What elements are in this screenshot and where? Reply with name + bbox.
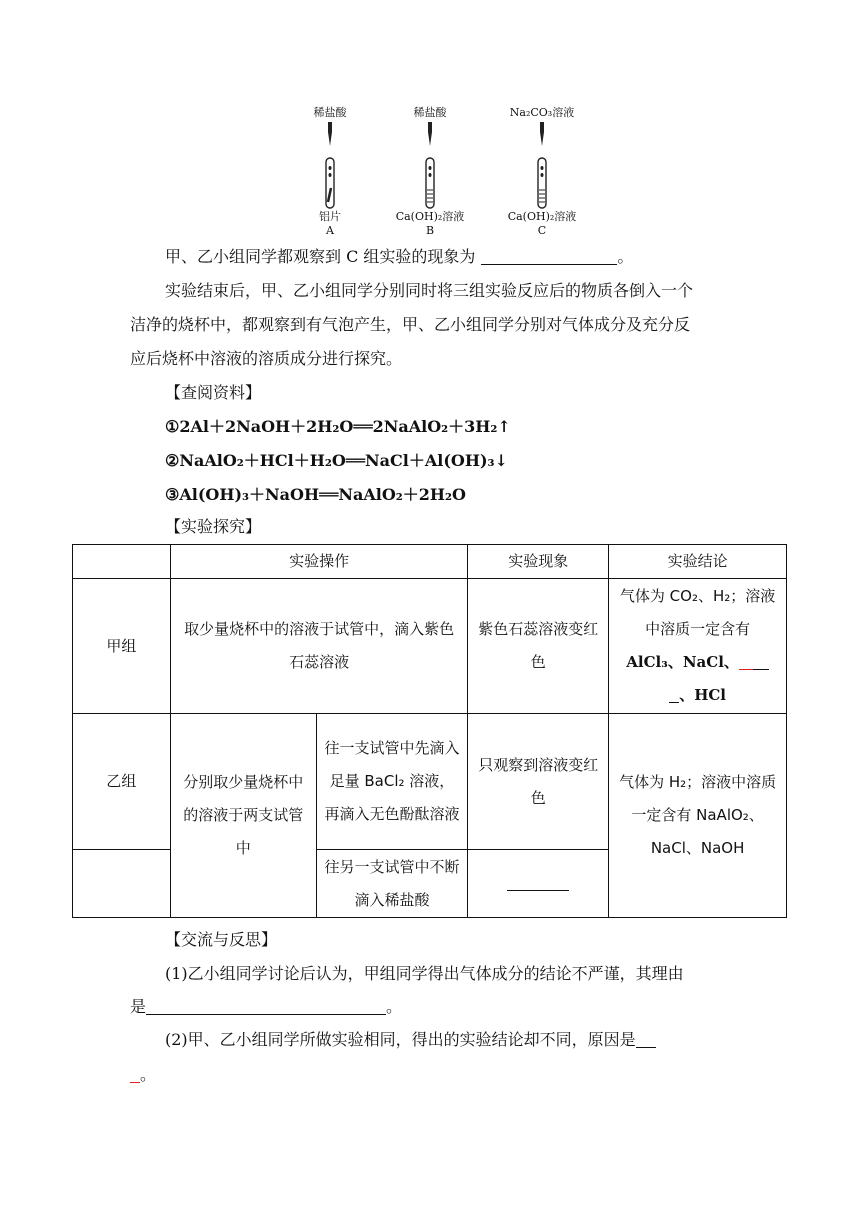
answer-blank-jia[interactable]: [753, 651, 769, 670]
jia-conclusion: [609, 579, 787, 714]
header-empty: [73, 545, 171, 579]
tube-a-contents: 铝片: [319, 210, 341, 223]
question-intro-end: 。: [617, 247, 634, 266]
answer-blank-yi[interactable]: [507, 872, 569, 891]
answer-blank-jia-mark[interactable]: [739, 651, 753, 670]
table-row-yi-1: [73, 714, 787, 850]
question-1-cont: [130, 990, 402, 1024]
tube-c-letter: C: [537, 224, 547, 237]
jia-conclusion-a: 气体为 CO₂、H₂；溶液中溶质一定含有: [619, 587, 776, 638]
tube-c-reagent: Na₂CO₃溶液: [509, 106, 575, 119]
tube-a-reagent: 稀盐酸: [313, 106, 347, 119]
tube-b-letter: B: [425, 224, 435, 237]
tube-c-contents: Ca(OH)₂溶液: [507, 210, 577, 223]
group-yi-empty: [73, 850, 171, 918]
experiment-table: [72, 544, 787, 918]
question-2-cont: [130, 1058, 156, 1092]
group-jia: 甲组: [73, 579, 171, 714]
yi-operation: 分别取少量烧杯中的溶液于两支试管中: [170, 714, 316, 918]
answer-blank-q2-mark[interactable]: [130, 1064, 140, 1083]
header-operation: 实验操作: [170, 545, 468, 579]
tube-c: [487, 106, 597, 237]
paragraph-line-2: 洁净的烧杯中，都观察到有气泡产生，甲、乙小组同学分别对气体成分及充分反: [130, 315, 691, 334]
group-yi: 乙组: [73, 714, 171, 850]
tube-b: [375, 106, 485, 237]
tube-a: [275, 106, 385, 237]
answer-blank-c[interactable]: [481, 246, 617, 265]
jia-phenomenon: 紫色石蕊溶液变红色: [468, 579, 609, 714]
tube-b-drawing: [415, 120, 445, 210]
jia-conclusion-b: AlCl₃、NaCl、: [626, 653, 739, 671]
tube-a-letter: A: [326, 224, 334, 237]
answer-blank-q1[interactable]: [146, 996, 386, 1015]
jia-operation: 取少量烧杯中的溶液于试管中，滴入紫色石蕊溶液: [170, 579, 468, 714]
header-phenomenon: 实验现象: [468, 545, 609, 579]
section-exchange: 【交流与反思】: [165, 930, 278, 949]
tube-b-contents: Ca(OH)₂溶液: [395, 210, 465, 223]
yi-operation-2: 往另一支试管中不断滴入稀盐酸: [316, 850, 468, 918]
question-2-end: 。: [140, 1065, 157, 1084]
question-1-prefix: 是: [130, 997, 147, 1016]
experiment-figure: [300, 106, 600, 237]
question-2-text: (2)甲、乙小组同学所做实验相同，得出的实验结论却不同，原因是: [165, 1030, 636, 1049]
question-intro: [165, 240, 633, 274]
tube-a-drawing: [315, 120, 345, 210]
equation-1: ①2Al＋2NaOH＋2H₂O══2NaAlO₂＋3H₂↑: [165, 417, 511, 436]
equation-3: ③Al(OH)₃＋NaOH══NaAlO₂＋2H₂O: [165, 485, 466, 504]
tube-b-reagent: 稀盐酸: [413, 106, 447, 119]
tube-c-drawing: [527, 120, 557, 210]
question-1: (1)乙小组同学讨论后认为，甲组同学得出气体成分的结论不严谨，其理由: [165, 964, 684, 983]
question-2: [165, 1023, 656, 1057]
paragraph-line-1: 实验结束后，甲、乙小组同学分别同时将三组实验反应后的物质各倒入一个: [165, 281, 694, 300]
yi-phenomenon-2: [468, 850, 609, 918]
yi-conclusion: 气体为 H₂；溶液中溶质一定含有 NaAlO₂、NaCl、NaOH: [609, 714, 787, 918]
jia-conclusion-c: 、HCl: [679, 686, 726, 704]
paragraph-line-3: 应后烧杯中溶液的溶质成分进行探究。: [130, 349, 403, 368]
question-intro-text: 甲、乙小组同学都观察到 C 组实验的现象为: [165, 247, 476, 266]
header-conclusion: 实验结论: [609, 545, 787, 579]
table-header-row: [73, 545, 787, 579]
table-row-jia: [73, 579, 787, 714]
answer-blank-q2[interactable]: [636, 1029, 656, 1048]
answer-blank-jia-cont[interactable]: [669, 684, 679, 703]
section-lookup: 【查阅资料】: [165, 383, 262, 402]
equation-2: ②NaAlO₂＋HCl＋H₂O══NaCl＋Al(OH)₃↓: [165, 451, 508, 470]
section-explore: 【实验探究】: [165, 517, 262, 536]
yi-operation-1: 往一支试管中先滴入足量 BaCl₂ 溶液，再滴入无色酚酞溶液: [316, 714, 468, 850]
yi-phenomenon-1: 只观察到溶液变红色: [468, 714, 609, 850]
question-1-end: 。: [386, 997, 403, 1016]
